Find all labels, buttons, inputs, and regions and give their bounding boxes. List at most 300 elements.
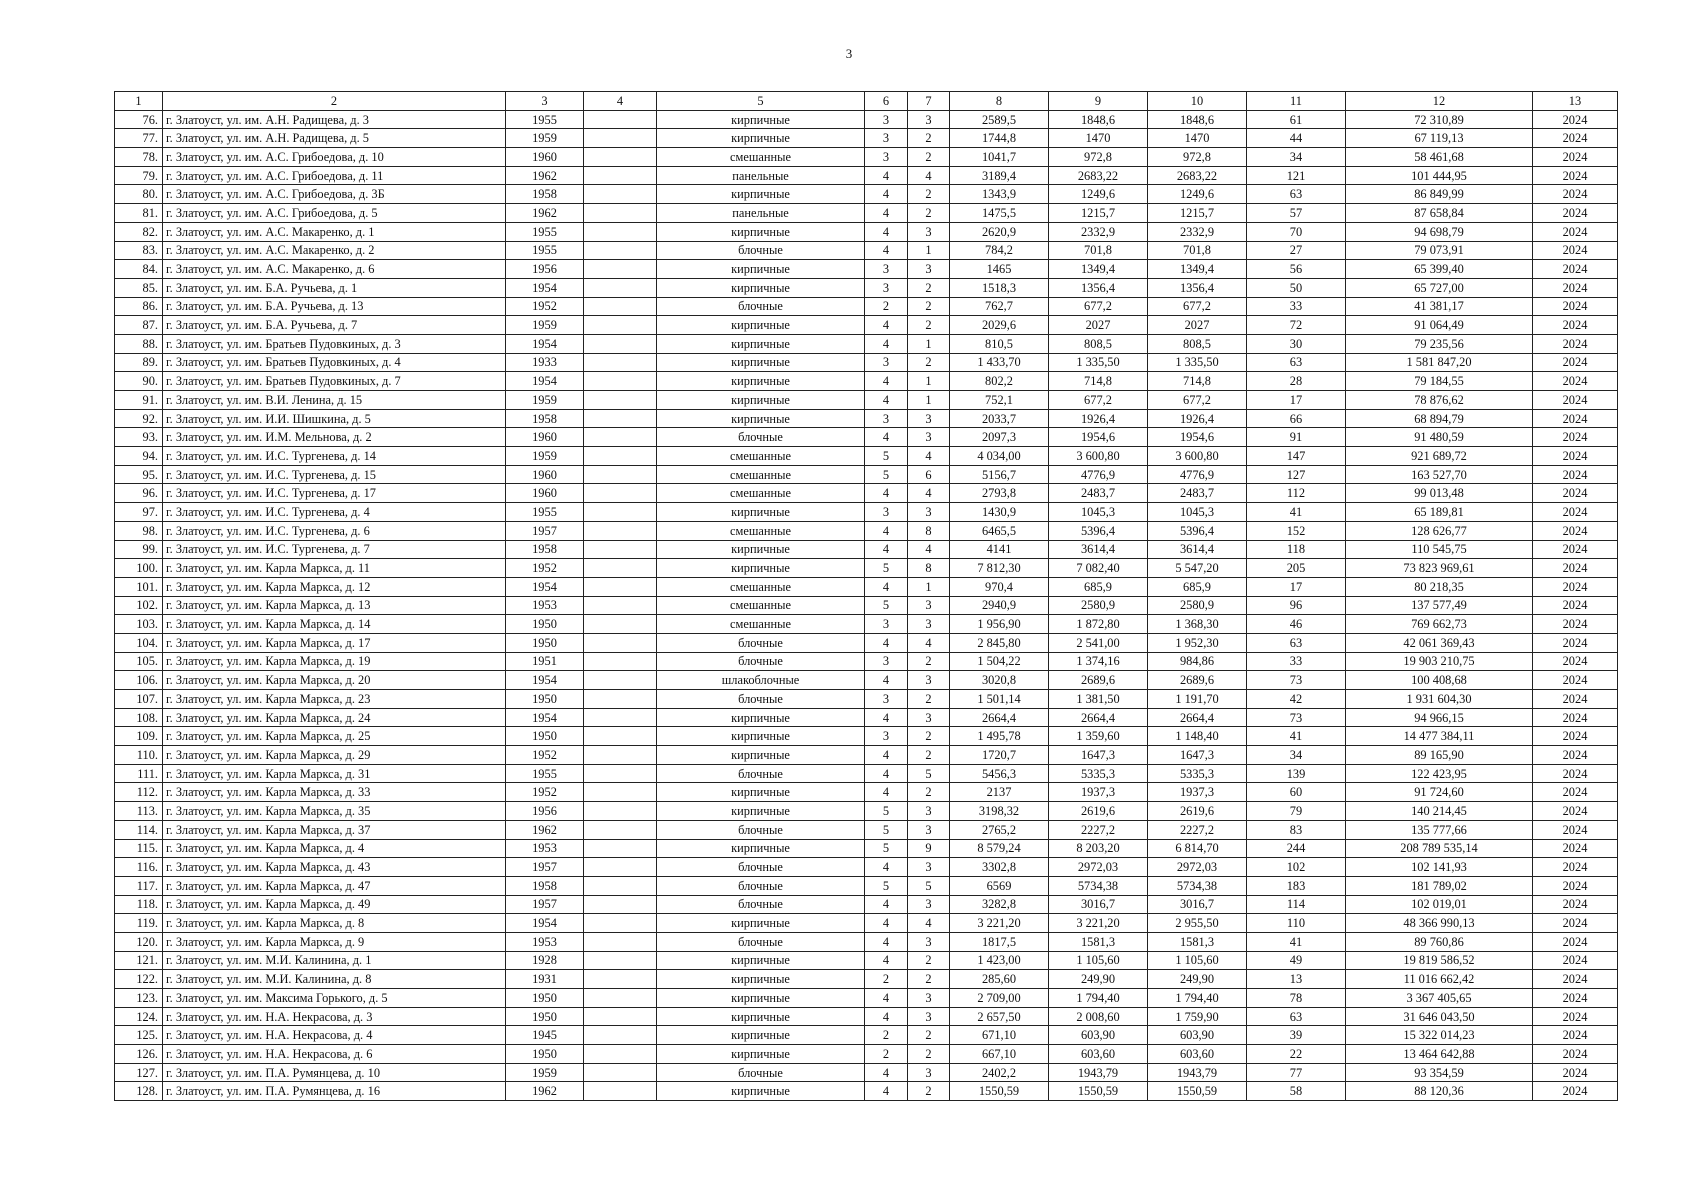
area-10-cell: 1 335,50 [1148, 353, 1247, 372]
column-4-cell [584, 559, 657, 578]
residents-cell: 41 [1247, 727, 1346, 746]
residents-cell: 66 [1247, 409, 1346, 428]
area-10-cell: 1 191,70 [1148, 690, 1247, 709]
floors-cell: 2 [865, 1045, 908, 1064]
column-4-cell [584, 783, 657, 802]
area-9-cell: 808,5 [1049, 334, 1148, 353]
row-number-cell: 89. [115, 353, 163, 372]
row-number-cell: 107. [115, 690, 163, 709]
table-row [115, 1063, 1618, 1082]
floors-cell: 5 [865, 465, 908, 484]
year-2024-cell: 2024 [1533, 222, 1618, 241]
row-number-cell: 102. [115, 596, 163, 615]
area-9-cell: 7 082,40 [1049, 559, 1148, 578]
row-number-cell: 113. [115, 802, 163, 821]
area-9-cell: 2683,22 [1049, 166, 1148, 185]
residents-cell: 244 [1247, 839, 1346, 858]
floors-cell: 4 [865, 783, 908, 802]
entrances-cell: 4 [908, 633, 950, 652]
total-area-cell: 2 845,80 [950, 633, 1049, 652]
row-number-cell: 80. [115, 185, 163, 204]
row-number-cell: 83. [115, 241, 163, 260]
table-row [115, 297, 1618, 316]
area-10-cell: 5734,38 [1148, 876, 1247, 895]
year-2024-cell: 2024 [1533, 1082, 1618, 1101]
total-area-cell: 667,10 [950, 1045, 1049, 1064]
amount-cell: 128 626,77 [1346, 521, 1533, 540]
row-number-cell: 100. [115, 559, 163, 578]
row-number-cell: 81. [115, 204, 163, 223]
wall-material-cell: блочные [657, 297, 865, 316]
wall-material-cell: кирпичные [657, 185, 865, 204]
address-cell: г. Златоуст, ул. им. Н.А. Некрасова, д. 4 [163, 1026, 506, 1045]
wall-material-cell: кирпичные [657, 391, 865, 410]
entrances-cell: 3 [908, 895, 950, 914]
column-4-cell [584, 652, 657, 671]
amount-cell: 3 367 405,65 [1346, 989, 1533, 1008]
area-9-cell: 5734,38 [1049, 876, 1148, 895]
floors-cell: 4 [865, 1007, 908, 1026]
area-9-cell: 685,9 [1049, 577, 1148, 596]
total-area-cell: 2664,4 [950, 708, 1049, 727]
row-number-cell: 79. [115, 166, 163, 185]
floors-cell: 2 [865, 297, 908, 316]
floors-cell: 3 [865, 503, 908, 522]
area-10-cell: 1 148,40 [1148, 727, 1247, 746]
column-4-cell [584, 876, 657, 895]
wall-material-cell: смешанные [657, 596, 865, 615]
year-2024-cell: 2024 [1533, 932, 1618, 951]
address-cell: г. Златоуст, ул. им. Карла Маркса, д. 4 [163, 839, 506, 858]
amount-cell: 110 545,75 [1346, 540, 1533, 559]
year-built-cell: 1945 [506, 1026, 584, 1045]
column-4-cell [584, 596, 657, 615]
wall-material-cell: кирпичные [657, 260, 865, 279]
address-cell: г. Златоуст, ул. им. Карла Маркса, д. 17 [163, 633, 506, 652]
entrances-cell: 2 [908, 746, 950, 765]
residents-cell: 152 [1247, 521, 1346, 540]
residents-cell: 56 [1247, 260, 1346, 279]
year-built-cell: 1950 [506, 633, 584, 652]
year-built-cell: 1955 [506, 241, 584, 260]
floors-cell: 4 [865, 914, 908, 933]
row-number-cell: 101. [115, 577, 163, 596]
column-4-cell [584, 540, 657, 559]
column-header-12: 12 [1346, 92, 1533, 111]
year-built-cell: 1955 [506, 110, 584, 129]
year-2024-cell: 2024 [1533, 372, 1618, 391]
address-cell: г. Златоуст, ул. им. Н.А. Некрасова, д. 3 [163, 1007, 506, 1026]
amount-cell: 102 141,93 [1346, 858, 1533, 877]
year-2024-cell: 2024 [1533, 820, 1618, 839]
column-4-cell [584, 615, 657, 634]
year-built-cell: 1957 [506, 521, 584, 540]
total-area-cell: 2 657,50 [950, 1007, 1049, 1026]
floors-cell: 3 [865, 260, 908, 279]
wall-material-cell: панельные [657, 166, 865, 185]
year-2024-cell: 2024 [1533, 577, 1618, 596]
area-10-cell: 5396,4 [1148, 521, 1247, 540]
area-9-cell: 5335,3 [1049, 764, 1148, 783]
table-row [115, 1082, 1618, 1101]
amount-cell: 79 073,91 [1346, 241, 1533, 260]
table-row [115, 148, 1618, 167]
residents-cell: 63 [1247, 353, 1346, 372]
amount-cell: 208 789 535,14 [1346, 839, 1533, 858]
total-area-cell: 2029,6 [950, 316, 1049, 335]
entrances-cell: 3 [908, 428, 950, 447]
amount-cell: 68 894,79 [1346, 409, 1533, 428]
amount-cell: 89 760,86 [1346, 932, 1533, 951]
year-2024-cell: 2024 [1533, 895, 1618, 914]
address-cell: г. Златоуст, ул. им. Карла Маркса, д. 43 [163, 858, 506, 877]
row-number-cell: 119. [115, 914, 163, 933]
wall-material-cell: кирпичные [657, 951, 865, 970]
address-cell: г. Златоуст, ул. им. А.С. Макаренко, д. 2 [163, 241, 506, 260]
year-2024-cell: 2024 [1533, 746, 1618, 765]
column-number-header-row [115, 92, 1618, 111]
floors-cell: 4 [865, 989, 908, 1008]
entrances-cell: 1 [908, 372, 950, 391]
total-area-cell: 1041,7 [950, 148, 1049, 167]
wall-material-cell: блочные [657, 876, 865, 895]
entrances-cell: 3 [908, 932, 950, 951]
area-10-cell: 808,5 [1148, 334, 1247, 353]
floors-cell: 5 [865, 820, 908, 839]
table-row [115, 1045, 1618, 1064]
residents-cell: 34 [1247, 148, 1346, 167]
year-built-cell: 1950 [506, 690, 584, 709]
row-number-cell: 106. [115, 671, 163, 690]
entrances-cell: 2 [908, 185, 950, 204]
area-10-cell: 2580,9 [1148, 596, 1247, 615]
total-area-cell: 7 812,30 [950, 559, 1049, 578]
area-9-cell: 2972,03 [1049, 858, 1148, 877]
column-4-cell [584, 764, 657, 783]
year-2024-cell: 2024 [1533, 615, 1618, 634]
area-10-cell: 1581,3 [1148, 932, 1247, 951]
table-row [115, 577, 1618, 596]
area-10-cell: 1215,7 [1148, 204, 1247, 223]
residents-cell: 110 [1247, 914, 1346, 933]
amount-cell: 91 480,59 [1346, 428, 1533, 447]
year-built-cell: 1956 [506, 802, 584, 821]
address-cell: г. Златоуст, ул. им. И.С. Тургенева, д. 17 [163, 484, 506, 503]
wall-material-cell: блочные [657, 858, 865, 877]
floors-cell: 4 [865, 391, 908, 410]
column-4-cell [584, 1082, 657, 1101]
residents-cell: 63 [1247, 185, 1346, 204]
floors-cell: 3 [865, 353, 908, 372]
year-built-cell: 1954 [506, 334, 584, 353]
column-header-5: 5 [657, 92, 865, 111]
column-4-cell [584, 278, 657, 297]
address-cell: г. Златоуст, ул. им. М.И. Калинина, д. 1 [163, 951, 506, 970]
row-number-cell: 94. [115, 447, 163, 466]
column-4-cell [584, 989, 657, 1008]
amount-cell: 72 310,89 [1346, 110, 1533, 129]
total-area-cell: 285,60 [950, 970, 1049, 989]
area-9-cell: 2027 [1049, 316, 1148, 335]
area-9-cell: 8 203,20 [1049, 839, 1148, 858]
table-row [115, 260, 1618, 279]
address-cell: г. Златоуст, ул. им. И.С. Тургенева, д. 14 [163, 447, 506, 466]
year-2024-cell: 2024 [1533, 334, 1618, 353]
area-10-cell: 1 952,30 [1148, 633, 1247, 652]
column-4-cell [584, 858, 657, 877]
area-9-cell: 2619,6 [1049, 802, 1148, 821]
year-2024-cell: 2024 [1533, 839, 1618, 858]
area-9-cell: 3 600,80 [1049, 447, 1148, 466]
address-cell: г. Златоуст, ул. им. А.С. Грибоедова, д. 10 [163, 148, 506, 167]
area-9-cell: 1581,3 [1049, 932, 1148, 951]
entrances-cell: 2 [908, 353, 950, 372]
column-4-cell [584, 465, 657, 484]
floors-cell: 4 [865, 1082, 908, 1101]
year-2024-cell: 2024 [1533, 110, 1618, 129]
area-9-cell: 2580,9 [1049, 596, 1148, 615]
entrances-cell: 3 [908, 409, 950, 428]
column-4-cell [584, 148, 657, 167]
address-cell: г. Златоуст, ул. им. М.И. Калинина, д. 8 [163, 970, 506, 989]
address-cell: г. Златоуст, ул. им. А.С. Макаренко, д. 6 [163, 260, 506, 279]
column-header-2: 2 [163, 92, 506, 111]
wall-material-cell: блочные [657, 633, 865, 652]
floors-cell: 2 [865, 1026, 908, 1045]
row-number-cell: 127. [115, 1063, 163, 1082]
year-2024-cell: 2024 [1533, 951, 1618, 970]
table-row [115, 1026, 1618, 1045]
row-number-cell: 99. [115, 540, 163, 559]
table-row [115, 372, 1618, 391]
entrances-cell: 4 [908, 166, 950, 185]
column-4-cell [584, 820, 657, 839]
residents-cell: 112 [1247, 484, 1346, 503]
floors-cell: 4 [865, 671, 908, 690]
total-area-cell: 2402,2 [950, 1063, 1049, 1082]
total-area-cell: 810,5 [950, 334, 1049, 353]
area-10-cell: 2683,22 [1148, 166, 1247, 185]
year-2024-cell: 2024 [1533, 540, 1618, 559]
area-9-cell: 972,8 [1049, 148, 1148, 167]
year-built-cell: 1960 [506, 148, 584, 167]
area-9-cell: 701,8 [1049, 241, 1148, 260]
address-cell: г. Златоуст, ул. им. П.А. Румянцева, д. 10 [163, 1063, 506, 1082]
entrances-cell: 2 [908, 1045, 950, 1064]
floors-cell: 4 [865, 1063, 908, 1082]
wall-material-cell: кирпичные [657, 802, 865, 821]
column-4-cell [584, 372, 657, 391]
table-row [115, 1007, 1618, 1026]
total-area-cell: 762,7 [950, 297, 1049, 316]
entrances-cell: 1 [908, 241, 950, 260]
area-10-cell: 5335,3 [1148, 764, 1247, 783]
year-built-cell: 1950 [506, 615, 584, 634]
floors-cell: 4 [865, 932, 908, 951]
row-number-cell: 77. [115, 129, 163, 148]
year-2024-cell: 2024 [1533, 241, 1618, 260]
table-row [115, 895, 1618, 914]
row-number-cell: 76. [115, 110, 163, 129]
area-10-cell: 1356,4 [1148, 278, 1247, 297]
floors-cell: 4 [865, 764, 908, 783]
floors-cell: 4 [865, 166, 908, 185]
year-2024-cell: 2024 [1533, 129, 1618, 148]
year-built-cell: 1957 [506, 895, 584, 914]
entrances-cell: 2 [908, 783, 950, 802]
year-2024-cell: 2024 [1533, 166, 1618, 185]
wall-material-cell: кирпичные [657, 334, 865, 353]
address-cell: г. Златоуст, ул. им. Карла Маркса, д. 25 [163, 727, 506, 746]
floors-cell: 4 [865, 241, 908, 260]
year-2024-cell: 2024 [1533, 391, 1618, 410]
wall-material-cell: кирпичные [657, 559, 865, 578]
table-row [115, 521, 1618, 540]
total-area-cell: 2620,9 [950, 222, 1049, 241]
residents-cell: 121 [1247, 166, 1346, 185]
amount-cell: 91 724,60 [1346, 783, 1533, 802]
year-2024-cell: 2024 [1533, 858, 1618, 877]
year-built-cell: 1954 [506, 671, 584, 690]
amount-cell: 135 777,66 [1346, 820, 1533, 839]
floors-cell: 4 [865, 316, 908, 335]
year-built-cell: 1933 [506, 353, 584, 372]
table-row [115, 932, 1618, 951]
row-number-cell: 121. [115, 951, 163, 970]
column-4-cell [584, 129, 657, 148]
wall-material-cell: блочные [657, 820, 865, 839]
total-area-cell: 1 501,14 [950, 690, 1049, 709]
row-number-cell: 108. [115, 708, 163, 727]
wall-material-cell: кирпичные [657, 1045, 865, 1064]
amount-cell: 140 214,45 [1346, 802, 1533, 821]
residents-cell: 91 [1247, 428, 1346, 447]
year-built-cell: 1958 [506, 540, 584, 559]
address-cell: г. Златоуст, ул. им. А.Н. Радищева, д. 3 [163, 110, 506, 129]
amount-cell: 65 189,81 [1346, 503, 1533, 522]
total-area-cell: 5156,7 [950, 465, 1049, 484]
address-cell: г. Златоуст, ул. им. И.С. Тургенева, д. 7 [163, 540, 506, 559]
residents-cell: 63 [1247, 1007, 1346, 1026]
table-row [115, 129, 1618, 148]
area-10-cell: 1 794,40 [1148, 989, 1247, 1008]
year-2024-cell: 2024 [1533, 521, 1618, 540]
column-4-cell [584, 1007, 657, 1026]
entrances-cell: 3 [908, 708, 950, 727]
total-area-cell: 1 423,00 [950, 951, 1049, 970]
residents-cell: 41 [1247, 503, 1346, 522]
table-row [115, 185, 1618, 204]
row-number-cell: 86. [115, 297, 163, 316]
table-row [115, 839, 1618, 858]
residents-cell: 205 [1247, 559, 1346, 578]
entrances-cell: 4 [908, 540, 950, 559]
table-row [115, 783, 1618, 802]
total-area-cell: 3020,8 [950, 671, 1049, 690]
table-row [115, 278, 1618, 297]
year-2024-cell: 2024 [1533, 690, 1618, 709]
address-cell: г. Златоуст, ул. им. Братьев Пудовкиных, д. 7 [163, 372, 506, 391]
area-10-cell: 2972,03 [1148, 858, 1247, 877]
entrances-cell: 2 [908, 727, 950, 746]
residents-cell: 46 [1247, 615, 1346, 634]
residents-cell: 28 [1247, 372, 1346, 391]
area-9-cell: 1954,6 [1049, 428, 1148, 447]
area-9-cell: 2664,4 [1049, 708, 1148, 727]
total-area-cell: 2097,3 [950, 428, 1049, 447]
floors-cell: 4 [865, 428, 908, 447]
total-area-cell: 8 579,24 [950, 839, 1049, 858]
column-4-cell [584, 932, 657, 951]
entrances-cell: 5 [908, 876, 950, 895]
floors-cell: 3 [865, 148, 908, 167]
table-row [115, 727, 1618, 746]
area-9-cell: 1045,3 [1049, 503, 1148, 522]
table-row [115, 858, 1618, 877]
area-9-cell: 3614,4 [1049, 540, 1148, 559]
entrances-cell: 9 [908, 839, 950, 858]
year-built-cell: 1955 [506, 503, 584, 522]
entrances-cell: 8 [908, 521, 950, 540]
amount-cell: 102 019,01 [1346, 895, 1533, 914]
residents-cell: 70 [1247, 222, 1346, 241]
row-number-cell: 116. [115, 858, 163, 877]
column-header-13: 13 [1533, 92, 1618, 111]
area-10-cell: 1937,3 [1148, 783, 1247, 802]
wall-material-cell: блочные [657, 932, 865, 951]
year-2024-cell: 2024 [1533, 409, 1618, 428]
total-area-cell: 1 956,90 [950, 615, 1049, 634]
residents-cell: 33 [1247, 652, 1346, 671]
year-built-cell: 1928 [506, 951, 584, 970]
entrances-cell: 5 [908, 764, 950, 783]
area-10-cell: 2619,6 [1148, 802, 1247, 821]
year-2024-cell: 2024 [1533, 989, 1618, 1008]
address-cell: г. Златоуст, ул. им. Б.А. Ручьева, д. 1 [163, 278, 506, 297]
year-2024-cell: 2024 [1533, 1063, 1618, 1082]
year-built-cell: 1958 [506, 185, 584, 204]
area-10-cell: 3614,4 [1148, 540, 1247, 559]
row-number-cell: 87. [115, 316, 163, 335]
column-4-cell [584, 633, 657, 652]
amount-cell: 100 408,68 [1346, 671, 1533, 690]
amount-cell: 14 477 384,11 [1346, 727, 1533, 746]
total-area-cell: 1475,5 [950, 204, 1049, 223]
wall-material-cell: шлакоблочные [657, 671, 865, 690]
column-4-cell [584, 970, 657, 989]
entrances-cell: 2 [908, 690, 950, 709]
year-built-cell: 1950 [506, 727, 584, 746]
year-2024-cell: 2024 [1533, 428, 1618, 447]
year-built-cell: 1950 [506, 1007, 584, 1026]
wall-material-cell: смешанные [657, 615, 865, 634]
floors-cell: 4 [865, 334, 908, 353]
year-2024-cell: 2024 [1533, 278, 1618, 297]
year-built-cell: 1931 [506, 970, 584, 989]
address-cell: г. Златоуст, ул. им. А.С. Грибоедова, д. 3Б [163, 185, 506, 204]
address-cell: г. Златоуст, ул. им. Карла Маркса, д. 31 [163, 764, 506, 783]
area-10-cell: 6 814,70 [1148, 839, 1247, 858]
table-row [115, 428, 1618, 447]
address-cell: г. Златоуст, ул. им. И.С. Тургенева, д. 15 [163, 465, 506, 484]
address-cell: г. Златоуст, ул. им. И.С. Тургенева, д. 6 [163, 521, 506, 540]
area-9-cell: 1470 [1049, 129, 1148, 148]
wall-material-cell: блочные [657, 764, 865, 783]
entrances-cell: 3 [908, 802, 950, 821]
floors-cell: 4 [865, 951, 908, 970]
wall-material-cell: кирпичные [657, 727, 865, 746]
area-9-cell: 677,2 [1049, 391, 1148, 410]
